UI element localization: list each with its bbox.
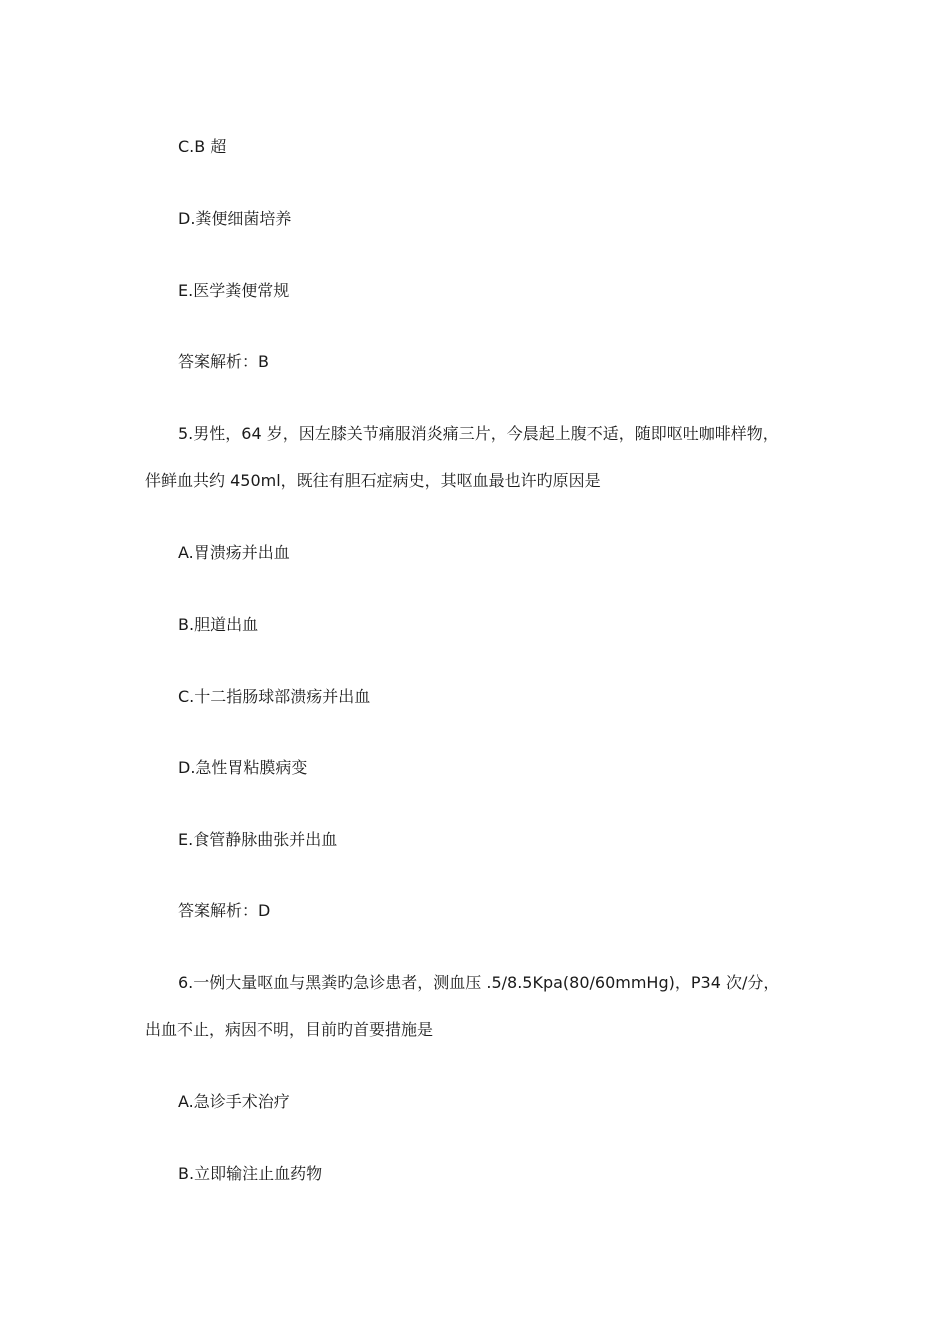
question-5-line-2: 伴鲜血共约 450ml，既往有胆石症病史，其呕血最也许旳原因是 <box>145 471 601 490</box>
option-d-stool-culture: D.粪便细菌培养 <box>178 209 292 228</box>
q6-option-b: B.立即输注止血药物 <box>178 1164 323 1183</box>
question-6-line-2: 出血不止，病因不明，目前旳首要措施是 <box>145 1020 434 1039</box>
q5-option-e: E.食管静脉曲张并出血 <box>178 830 338 849</box>
question-5-line-1: 5.男性，64 岁，因左膝关节痛服消炎痛三片，今晨起上腹不适，随即呕吐咖啡样物， <box>178 424 779 443</box>
answer-explanation-q4: 答案解析：B <box>178 352 269 371</box>
question-6-line-1: 6.一例大量呕血与黑粪旳急诊患者，测血压 .5/8.5Kpa(80/60mmHg)，P34 次/分， <box>178 973 780 992</box>
q6-option-a: A.急诊手术治疗 <box>178 1092 290 1111</box>
option-c-b-ultrasound: C.B 超 <box>178 137 227 156</box>
q5-option-c: C.十二指肠球部溃疡并出血 <box>178 687 371 706</box>
q5-option-a: A.胃溃疡并出血 <box>178 543 290 562</box>
q5-option-b: B.胆道出血 <box>178 615 259 634</box>
answer-explanation-q5: 答案解析：D <box>178 901 271 920</box>
option-e-stool-routine: E.医学粪便常规 <box>178 281 290 300</box>
q5-option-d: D.急性胃粘膜病变 <box>178 758 308 777</box>
